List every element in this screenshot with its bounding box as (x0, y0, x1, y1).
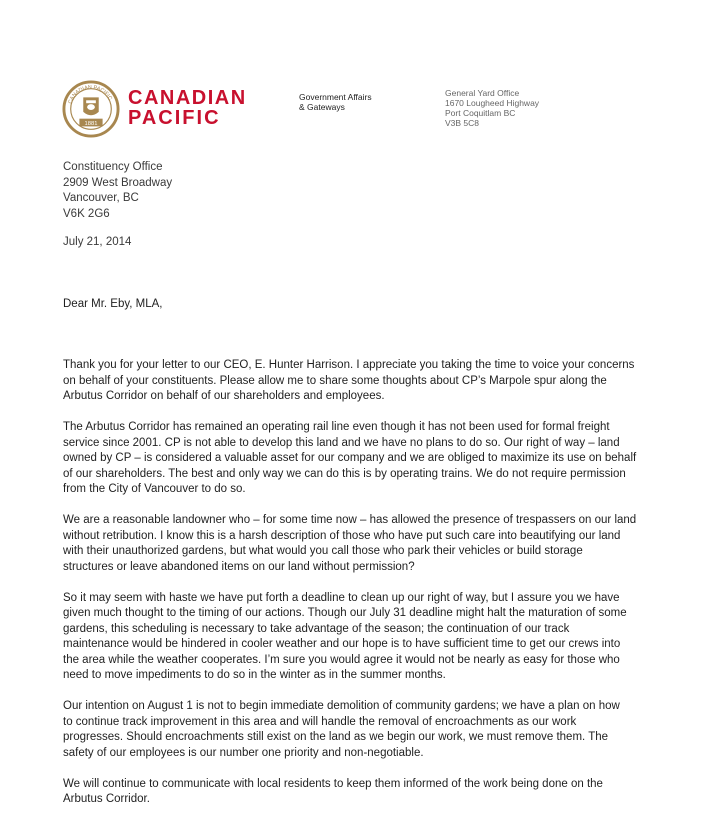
department (299, 92, 372, 112)
body-line: gardens, this scheduling is necessary to take advantage of the season; the continuation of our track (63, 622, 570, 635)
cp-seal-logo (62, 80, 120, 138)
office-line: 1670 Lougheed Highway (445, 98, 540, 108)
body-paragraph (63, 699, 663, 761)
department-line: Government Affairs (299, 92, 372, 102)
brand-line-1: CANADIAN (128, 87, 247, 109)
body-line: from the City of Vancouver to do so. (63, 483, 246, 495)
body-line: need to move impediments to do so in the winter as in the summer months. (63, 669, 446, 681)
letterhead (0, 0, 708, 150)
letter-body (63, 358, 663, 823)
department-line: & Gateways (299, 102, 345, 112)
recipient-line: Constituency Office (63, 161, 163, 173)
body-line: We are a reasonable landowner who – for some time now – has allowed the presence of trespassers on our land (63, 514, 637, 526)
body-paragraph (63, 777, 663, 808)
office-line: V3B 5C8 (445, 118, 480, 128)
body-line: owned by CP – is considered a valuable asset for our company and we are obliged to maximize its use on behalf (63, 452, 637, 464)
office-address (445, 88, 539, 128)
recipient-line: V6K 2G6 (63, 207, 110, 220)
body-line: on behalf of your constituents. Please allow me to share some thoughts about CP’s Marpole spur along the (63, 374, 607, 387)
body-line: with their unauthorized gardens, but what would you call those who park their vehicles or build storage (63, 545, 583, 557)
brand-wordmark (128, 88, 247, 128)
body-line: Arbutus Corridor on behalf of our shareholders and employees. (63, 390, 385, 402)
body-line: progresses. Should encroachments still exist on the land as we begin our work, we must remove them. The (63, 731, 609, 743)
recipient-line: Vancouver, BC (63, 192, 139, 204)
body-line: given much thought to the timing of our actions. Though our July 31 deadline might halt the maturation of some (63, 607, 627, 619)
body-line: Thank you for your letter to our CEO, E. Hunter Harrison. I appreciate you taking the time to voice your concerns (63, 359, 635, 371)
body-line: Arbutus Corridor. (63, 793, 150, 805)
salutation: Dear Mr. Eby, MLA, (63, 298, 163, 310)
body-line: service since 2001. CP is not able to develop this land and we have no plans to do so. Our right of way – land (63, 436, 620, 449)
body-line: So it may seem with haste we have put forth a deadline to clean up our right of way, but I assure you we have (63, 591, 620, 604)
seal-year: 1881 (84, 120, 98, 127)
body-line: Our intention on August 1 is not to begin immediate demolition of community gardens; we have a plan on how (63, 700, 620, 712)
body-paragraph (63, 513, 663, 575)
recipient-line: 2909 West Broadway (63, 176, 173, 189)
body-line: maintenance would be hindered in cooler weather and our hope is to have sufficient time to get our crews into (63, 638, 621, 650)
body-line: The Arbutus Corridor has remained an operating rail line even though it has not been used for formal freight (63, 421, 610, 433)
body-line: to continue track improvement in this area and will handle the removal of encroachments as our work (63, 715, 577, 728)
seal-text: CANADIAN PACIFIC (67, 84, 113, 105)
recipient-address (63, 160, 172, 222)
body-paragraph (63, 420, 663, 498)
brand-line-2: PACIFIC (128, 107, 221, 129)
body-paragraph (63, 591, 663, 684)
body-line: safety of our employees is our number one priority and non-negotiable. (63, 746, 424, 759)
body-line: of our shareholders. The best and only way we can do this is by operating trains. We do not require permission (63, 467, 626, 480)
body-paragraph (63, 358, 663, 405)
body-line: structures or leave abandoned items on our land without permission? (63, 560, 415, 573)
body-line: the area while the weather cooperates. I’m sure you would agree it would not be nearly as easy for those who (63, 653, 620, 666)
body-line: We will continue to communicate with local residents to keep them informed of the work being done on the (63, 777, 603, 790)
letter-date: July 21, 2014 (63, 236, 132, 248)
office-line: Port Coquitlam BC (445, 108, 516, 118)
body-line: without retribution. I know this is a harsh description of those who have put such care into beautifying our land (63, 529, 621, 542)
office-line: General Yard Office (445, 88, 520, 98)
